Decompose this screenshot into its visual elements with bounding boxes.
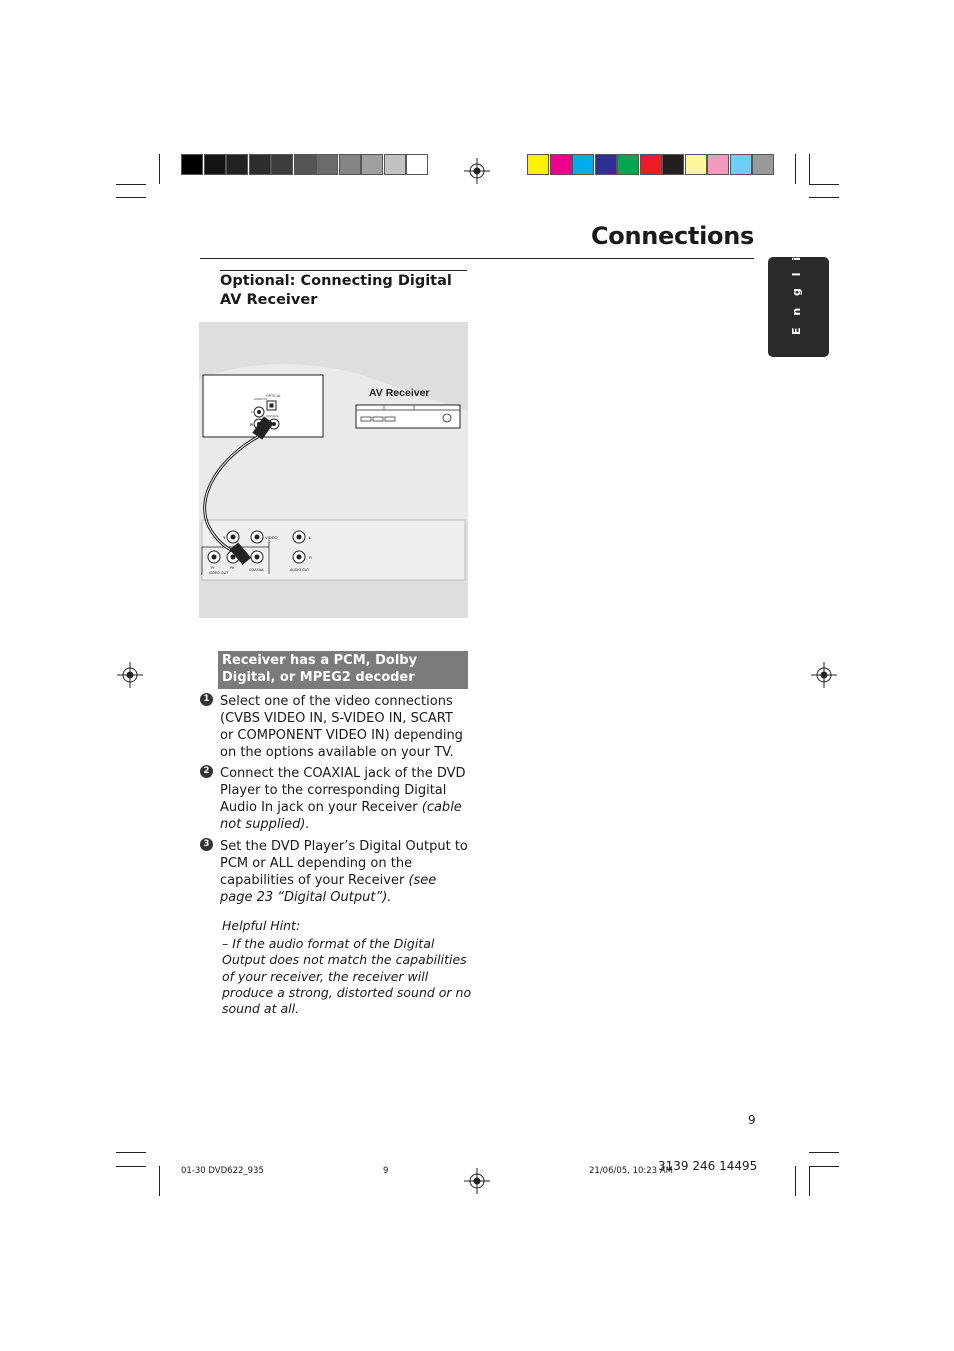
step-text [220, 693, 470, 761]
page-title: Connections [590, 222, 754, 250]
color-swatch [640, 154, 662, 175]
player-pb-label: Pb [230, 566, 235, 570]
color-swatch [406, 154, 428, 175]
footer-product-code: 3139 246 14495 [658, 1159, 758, 1173]
receiver-optical-label: OPTICAL [266, 394, 281, 398]
hint-title: Helpful Hint: [222, 918, 301, 933]
step-text-main: Connect the COAXIAL jack of the DVD Player to the corresponding Digital Audio In jack on your Receiver [220, 766, 466, 815]
language-tab-label: E n g l i s h [790, 214, 803, 335]
section-title: Optional: Connecting Digital AV Receiver [220, 273, 452, 308]
registration-mark-icon [811, 662, 837, 688]
step-text-italic: (cable not supplied). [220, 800, 462, 832]
color-swatch [550, 154, 572, 175]
step-text-main: Select one of the video connections (CVBS VIDEO IN, S-VIDEO IN, SCART or COMPONENT VIDEO IN) depending on the options available on your TV. [220, 694, 463, 760]
footer-timestamp: 21/06/05, 10:23 AM [589, 1166, 673, 1176]
registration-mark-icon [117, 662, 143, 688]
connection-diagram [199, 322, 468, 618]
av-receiver-label: AV Receiver [369, 387, 430, 399]
decoder-heading: Receiver has a PCM, Dolby Digital, or MPEG2 decoder [218, 651, 468, 689]
color-swatch [339, 154, 361, 175]
step-number: 1 [200, 693, 213, 706]
section-rule [220, 270, 467, 271]
color-swatch [685, 154, 707, 175]
color-swatch [707, 154, 729, 175]
color-swatch [249, 154, 271, 175]
player-video-out-label: VIDEO OUT [209, 571, 229, 575]
step-text [220, 838, 470, 906]
color-swatch [595, 154, 617, 175]
connection-diagram-illustration [199, 322, 468, 618]
color-swatch [527, 154, 549, 175]
color-swatch [752, 154, 774, 175]
hint-body: – If the audio format of the Digital Output does not match the capabilities of your receiver, the receiver will produce a strong, distorted sound or no sound at all. [222, 936, 472, 1017]
color-swatch [617, 154, 639, 175]
page-number: 9 [748, 1113, 756, 1127]
player-pr-label: Pr [211, 566, 215, 570]
av-receiver-front [356, 387, 460, 428]
color-swatch [204, 154, 226, 175]
player-audio-out-label: AUDIO OUT [290, 568, 310, 572]
color-swatch [226, 154, 248, 175]
registration-mark-icon [464, 1168, 490, 1194]
receiver-audio-in-label: AUDIO IN [254, 397, 268, 401]
player-r-label: R [309, 555, 312, 560]
step-text-italic: (see page 23 “Digital Output”). [220, 873, 437, 905]
step-text [220, 765, 470, 833]
color-swatch [662, 154, 684, 175]
player-coaxial-label: COAXIAL [249, 568, 265, 572]
footer-file-name: 01-30 DVD622_935 [181, 1166, 264, 1176]
receiver-coaxial-label: COAXIAL [266, 414, 280, 418]
registration-mark-icon [464, 158, 490, 184]
color-swatch [730, 154, 752, 175]
receiver-l-label: L [251, 410, 253, 414]
color-swatch [316, 154, 338, 175]
player-y-label: Y [223, 535, 226, 540]
player-l-label: L [309, 535, 312, 540]
color-swatch [181, 154, 203, 175]
color-swatch [384, 154, 406, 175]
color-swatch [271, 154, 293, 175]
language-tab [768, 214, 829, 357]
receiver-r-label: R [250, 422, 253, 427]
color-swatch [294, 154, 316, 175]
color-swatch [361, 154, 383, 175]
step-number: 2 [200, 765, 213, 778]
step-text-main: Set the DVD Player’s Digital Output to PCM or ALL depending on the capabilities of your Receiver [220, 839, 468, 888]
footer-page: 9 [383, 1166, 389, 1176]
step-number: 3 [200, 838, 213, 851]
title-rule [200, 258, 754, 259]
player-video-label: VIDEO [265, 535, 278, 540]
color-swatch [572, 154, 594, 175]
